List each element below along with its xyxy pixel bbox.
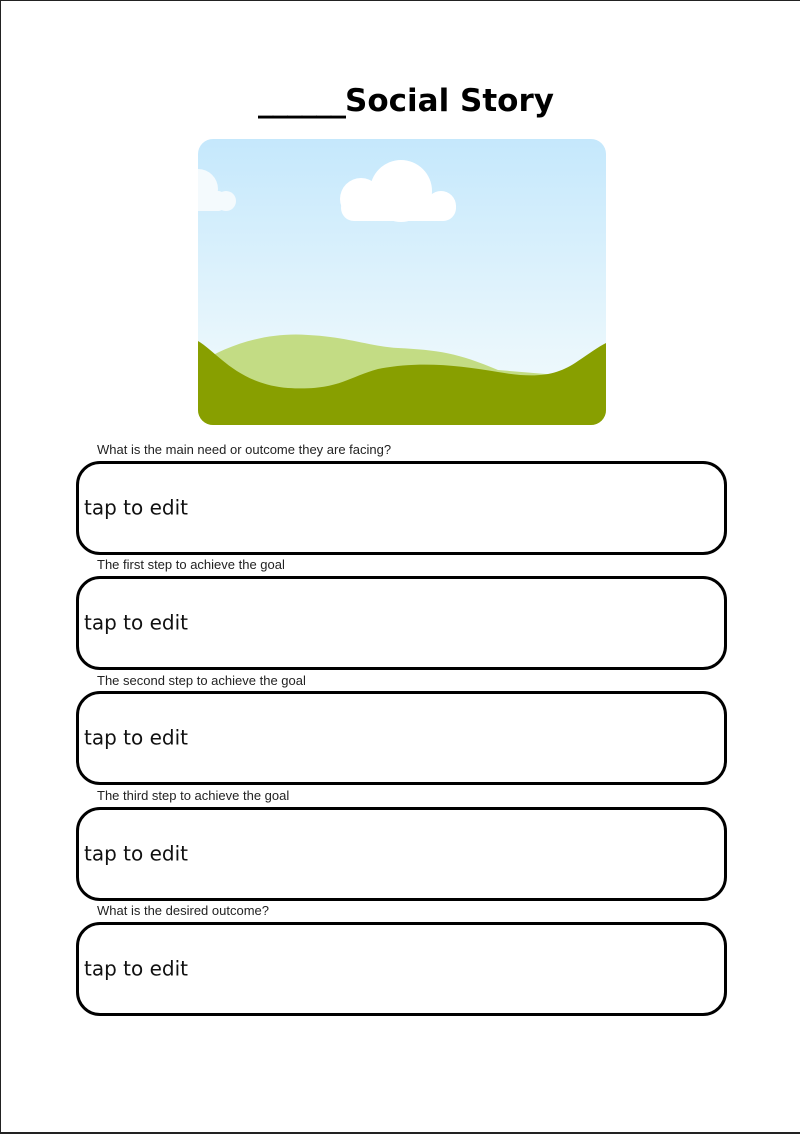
- text-box-third-step[interactable]: [76, 807, 727, 901]
- field-label-first-step: The first step to achieve the goal: [97, 557, 285, 572]
- text-box-first-step[interactable]: [76, 576, 727, 670]
- text-box-second-step[interactable]: [76, 691, 727, 785]
- text-box-placeholder: tap to edit: [84, 495, 188, 520]
- text-box-placeholder: tap to edit: [84, 956, 188, 981]
- text-box-placeholder: tap to edit: [84, 610, 188, 635]
- title-blank[interactable]: ______: [258, 83, 346, 119]
- image-placeholder[interactable]: [198, 139, 606, 425]
- title-text: Social Story: [345, 83, 554, 119]
- field-label-main-need: What is the main need or outcome they are facing?: [97, 442, 392, 457]
- field-label-third-step: The third step to achieve the goal: [97, 788, 290, 803]
- text-box-placeholder: tap to edit: [84, 841, 188, 866]
- text-box-placeholder: tap to edit: [84, 725, 188, 750]
- landscape-image-icon: [198, 139, 606, 425]
- field-label-desired-outcome: What is the desired outcome?: [97, 903, 269, 918]
- text-box-desired-outcome[interactable]: [76, 922, 727, 1016]
- page-title[interactable]: [1, 79, 800, 123]
- text-box-main-need[interactable]: [76, 461, 727, 555]
- field-label-second-step: The second step to achieve the goal: [97, 673, 306, 688]
